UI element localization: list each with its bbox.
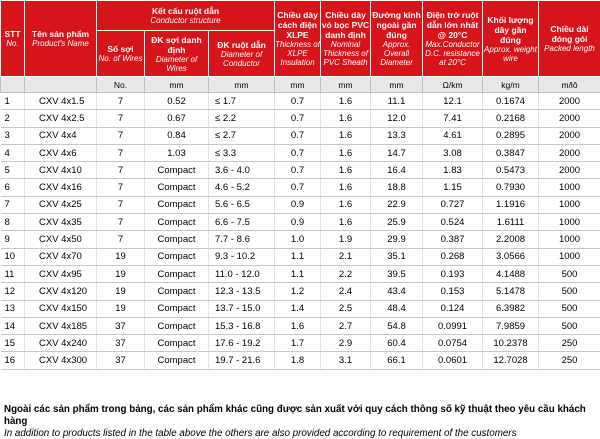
table-cell: 1.6 [321, 179, 371, 196]
table-cell: 4.6 - 5.2 [209, 179, 275, 196]
table-cell: 500 [539, 283, 600, 300]
table-cell: 0.268 [423, 248, 483, 265]
header-wires: Số sợi No. of Wires [97, 31, 145, 77]
table-cell: 1.6 [321, 93, 371, 110]
table-cell: CXV 4x120 [25, 283, 97, 300]
table-cell: 2.1 [321, 248, 371, 265]
table-cell: 2000 [539, 144, 600, 161]
table-cell: 0.2895 [483, 127, 539, 144]
table-cell: 43.4 [371, 283, 423, 300]
table-cell: 0.2168 [483, 110, 539, 127]
table-cell: 7 [97, 93, 145, 110]
header-stt: STT No. [1, 1, 25, 77]
table-cell: 0.84 [145, 127, 209, 144]
table-cell: 1.1 [275, 248, 321, 265]
table-row [1, 162, 600, 179]
table-cell: 39.5 [371, 265, 423, 282]
table-cell: 13 [1, 300, 25, 317]
unit-cell [25, 77, 97, 93]
table-cell: 7.41 [423, 110, 483, 127]
table-cell: Compact [145, 265, 209, 282]
header-pvc: Chiều dày vỏ bọc PVC danh định Nominal Thickness of PVC Sheath [321, 1, 371, 77]
table-row [1, 127, 600, 144]
table-cell: 8 [1, 214, 25, 231]
table-cell: 7 [97, 214, 145, 231]
table-cell: 1000 [539, 179, 600, 196]
table-cell: ≤ 3.3 [209, 144, 275, 161]
table-cell: 0.0601 [423, 352, 483, 369]
unit-cell: kg/m [483, 77, 539, 93]
table-cell: CXV 4x70 [25, 248, 97, 265]
table-cell: 2 [1, 110, 25, 127]
table-cell: 1.0 [275, 231, 321, 248]
table-cell: 37 [97, 317, 145, 334]
table-row [1, 214, 600, 231]
table-cell: 19 [97, 248, 145, 265]
table-cell: 1000 [539, 231, 600, 248]
table-cell: 1.6 [321, 196, 371, 213]
footer-note-en: In addition to products listed in the table above the others are also provided according to requirement of the customers [0, 428, 600, 439]
table-cell: 250 [539, 335, 600, 352]
table-cell: 6.3982 [483, 300, 539, 317]
table-cell: 2000 [539, 110, 600, 127]
table-cell: 7 [97, 162, 145, 179]
table-cell: 0.1674 [483, 93, 539, 110]
table-cell: 0.524 [423, 214, 483, 231]
table-cell: 35.1 [371, 248, 423, 265]
table-row [1, 179, 600, 196]
table-cell: 5 [1, 162, 25, 179]
table-cell: 12 [1, 283, 25, 300]
table-cell: 37 [97, 352, 145, 369]
table-cell: 500 [539, 265, 600, 282]
table-cell: CXV 4x240 [25, 335, 97, 352]
table-cell: CXV 4x25 [25, 196, 97, 213]
table-cell: 54.8 [371, 317, 423, 334]
table-cell: Compact [145, 335, 209, 352]
table-cell: 4 [1, 144, 25, 161]
table-cell: 7 [97, 127, 145, 144]
table-row [1, 317, 600, 334]
table-cell: 1.6 [321, 162, 371, 179]
table-cell: Compact [145, 162, 209, 179]
header-length: Chiều dài đóng gói Packed length [539, 1, 600, 77]
table-cell: Compact [145, 248, 209, 265]
table-cell: Compact [145, 352, 209, 369]
table-cell: 5.1478 [483, 283, 539, 300]
table-row [1, 196, 600, 213]
table-cell: 37 [97, 335, 145, 352]
footer-note [0, 404, 600, 439]
table-cell: 19 [97, 283, 145, 300]
table-cell: 0.0991 [423, 317, 483, 334]
table-cell: 0.7 [275, 162, 321, 179]
table-cell: CXV 4x1.5 [25, 93, 97, 110]
table-cell: 6.6 - 7.5 [209, 214, 275, 231]
table-cell: CXV 4x10 [25, 162, 97, 179]
table-cell: 250 [539, 352, 600, 369]
table-row [1, 110, 600, 127]
table-cell: Compact [145, 231, 209, 248]
table-cell: 3.08 [423, 144, 483, 161]
table-cell: 16 [1, 352, 25, 369]
table-cell: 7 [97, 196, 145, 213]
table-cell: CXV 4x16 [25, 179, 97, 196]
table-cell: 12.0 [371, 110, 423, 127]
table-cell: 3 [1, 127, 25, 144]
table-cell: 1000 [539, 196, 600, 213]
table-cell: 11 [1, 265, 25, 282]
table-cell: 1.15 [423, 179, 483, 196]
table-cell: Compact [145, 317, 209, 334]
table-row [1, 352, 600, 369]
table-cell: 1.6 [321, 144, 371, 161]
unit-cell: mm [209, 77, 275, 93]
table-cell: 10.2378 [483, 335, 539, 352]
table-cell: 11.0 - 12.0 [209, 265, 275, 282]
header-weight: Khối lượng dây gần đúng Approx. weight wire [483, 1, 539, 77]
table-cell: ≤ 2.7 [209, 127, 275, 144]
header-overall: Đường kính ngoài gần đúng Approx. Overall Diameter [371, 1, 423, 77]
header-product: Tên sản phẩm Product's Name [25, 1, 97, 77]
table-cell: 4.1488 [483, 265, 539, 282]
table-cell: 1.1916 [483, 196, 539, 213]
table-cell: 14.7 [371, 144, 423, 161]
table-cell: 1.8 [275, 352, 321, 369]
table-cell: 7.7 - 8.6 [209, 231, 275, 248]
table-cell: 7 [97, 231, 145, 248]
table-cell: 14 [1, 317, 25, 334]
unit-cell: m/lô [539, 77, 600, 93]
table-cell: 13.3 [371, 127, 423, 144]
table-cell: 25.9 [371, 214, 423, 231]
table-row [1, 93, 600, 110]
table-cell: 19 [97, 265, 145, 282]
header-structure: Kết cấu ruột dẫn Conductor structure [97, 1, 275, 31]
table-cell: 1000 [539, 214, 600, 231]
table-cell: 7.9859 [483, 317, 539, 334]
table-cell: 60.4 [371, 335, 423, 352]
table-cell: 1.1 [275, 265, 321, 282]
table-row [1, 265, 600, 282]
table-cell: 0.0754 [423, 335, 483, 352]
table-cell: 11.1 [371, 93, 423, 110]
table-cell: 7 [97, 144, 145, 161]
table-cell: 4.61 [423, 127, 483, 144]
table-cell: 13.7 - 15.0 [209, 300, 275, 317]
table-cell: 1000 [539, 248, 600, 265]
table-cell: 0.7 [275, 144, 321, 161]
table-cell: CXV 4x4 [25, 127, 97, 144]
table-cell: Compact [145, 283, 209, 300]
table-row [1, 283, 600, 300]
table-row [1, 300, 600, 317]
table-cell: 1.6 [275, 317, 321, 334]
table-cell: 12.7028 [483, 352, 539, 369]
table-cell: Compact [145, 300, 209, 317]
table-cell: 1.7 [275, 335, 321, 352]
table-cell: 6 [1, 179, 25, 196]
table-cell: 19 [97, 300, 145, 317]
table-cell: 0.124 [423, 300, 483, 317]
unit-cell [1, 77, 25, 93]
table-cell: 15.3 - 16.8 [209, 317, 275, 334]
table-cell: 12.3 - 13.5 [209, 283, 275, 300]
table-cell: 10 [1, 248, 25, 265]
table-cell: 0.3847 [483, 144, 539, 161]
units-row [1, 77, 600, 93]
table-body [1, 93, 600, 370]
table-cell: 0.5473 [483, 162, 539, 179]
unit-cell: mm [371, 77, 423, 93]
table-cell: 1.4 [275, 300, 321, 317]
table-cell: 7 [97, 110, 145, 127]
table-cell: 3.6 - 4.0 [209, 162, 275, 179]
table-cell: 16.4 [371, 162, 423, 179]
table-cell: 0.9 [275, 196, 321, 213]
table-cell: 0.67 [145, 110, 209, 127]
unit-cell: mm [145, 77, 209, 93]
table-cell: 0.193 [423, 265, 483, 282]
table-cell: 1.6111 [483, 214, 539, 231]
table-cell: Compact [145, 196, 209, 213]
table-cell: 2.4 [321, 283, 371, 300]
table-cell: Compact [145, 214, 209, 231]
table-cell: 2.5 [321, 300, 371, 317]
table-cell: CXV 4x50 [25, 231, 97, 248]
header-xlpe: Chiều dày cách điện XLPE Thickness of XLPE Insulation [275, 1, 321, 77]
table-cell: CXV 4x95 [25, 265, 97, 282]
table-cell: 2000 [539, 162, 600, 179]
table-cell: 0.7 [275, 127, 321, 144]
unit-cell: Ω/km [423, 77, 483, 93]
table-row [1, 144, 600, 161]
table-cell: ≤ 2.2 [209, 110, 275, 127]
table-cell: 1.03 [145, 144, 209, 161]
table-cell: 5.6 - 6.5 [209, 196, 275, 213]
table-cell: 0.52 [145, 93, 209, 110]
table-cell: CXV 4x185 [25, 317, 97, 334]
table-cell: 18.8 [371, 179, 423, 196]
table-cell: 1 [1, 93, 25, 110]
table-cell: 0.153 [423, 283, 483, 300]
table-row [1, 248, 600, 265]
table-cell: 1.6 [321, 214, 371, 231]
unit-cell: No. [97, 77, 145, 93]
table-cell: 500 [539, 300, 600, 317]
table-cell: 2.2 [321, 265, 371, 282]
table-cell: 0.7 [275, 93, 321, 110]
table-cell: 2.7 [321, 317, 371, 334]
table-cell: 22.9 [371, 196, 423, 213]
table-cell: 0.7930 [483, 179, 539, 196]
table-cell: 66.1 [371, 352, 423, 369]
table-cell: Compact [145, 179, 209, 196]
table-cell: 1.83 [423, 162, 483, 179]
table-cell: 3.0566 [483, 248, 539, 265]
unit-cell: mm [321, 77, 371, 93]
table-cell: 0.387 [423, 231, 483, 248]
table-cell: 1.2 [275, 283, 321, 300]
table-cell: 9 [1, 231, 25, 248]
table-cell: 7 [97, 179, 145, 196]
table-cell: 2.2008 [483, 231, 539, 248]
table-cell: 1.9 [321, 231, 371, 248]
table-cell: 19.7 - 21.6 [209, 352, 275, 369]
footer-note-vn: Ngoài các sản phẩm trong bảng, các sản phẩm khác cũng được sản xuất với quy cách thông số kỹ thuật theo yêu cầu khách hàng [0, 404, 600, 428]
table-cell: CXV 4x35 [25, 214, 97, 231]
table-cell: CXV 4x6 [25, 144, 97, 161]
table-cell: 48.4 [371, 300, 423, 317]
table-cell: 1.6 [321, 110, 371, 127]
table-cell: 2000 [539, 127, 600, 144]
table-cell: 15 [1, 335, 25, 352]
table-cell: 12.1 [423, 93, 483, 110]
table-cell: ≤ 1.7 [209, 93, 275, 110]
table-cell: 2.9 [321, 335, 371, 352]
table-row [1, 231, 600, 248]
table-cell: 29.9 [371, 231, 423, 248]
table-cell: CXV 4x2.5 [25, 110, 97, 127]
table-cell: 3.1 [321, 352, 371, 369]
table-cell: 17.6 - 19.2 [209, 335, 275, 352]
unit-cell: mm [275, 77, 321, 93]
header-wire-diameter: ĐK sợi danh định Diameter of Wires [145, 31, 209, 77]
table-cell: 0.7 [275, 110, 321, 127]
table-cell: 7 [1, 196, 25, 213]
table-row [1, 335, 600, 352]
table-cell: 9.3 - 10.2 [209, 248, 275, 265]
table-cell: 0.9 [275, 214, 321, 231]
table-cell: CXV 4x300 [25, 352, 97, 369]
table-cell: 2000 [539, 93, 600, 110]
header-conductor-diameter: ĐK ruột dẫn Diameter of Conductor [209, 31, 275, 77]
header-resistance: Điện trở ruột dẫn lớn nhất @ 20°C Max.Conductor D.C. resistance at 20°C [423, 1, 483, 77]
table-cell: CXV 4x150 [25, 300, 97, 317]
table-cell: 1.6 [321, 127, 371, 144]
table-cell: 0.727 [423, 196, 483, 213]
table-cell: 0.7 [275, 179, 321, 196]
table-cell: 500 [539, 317, 600, 334]
